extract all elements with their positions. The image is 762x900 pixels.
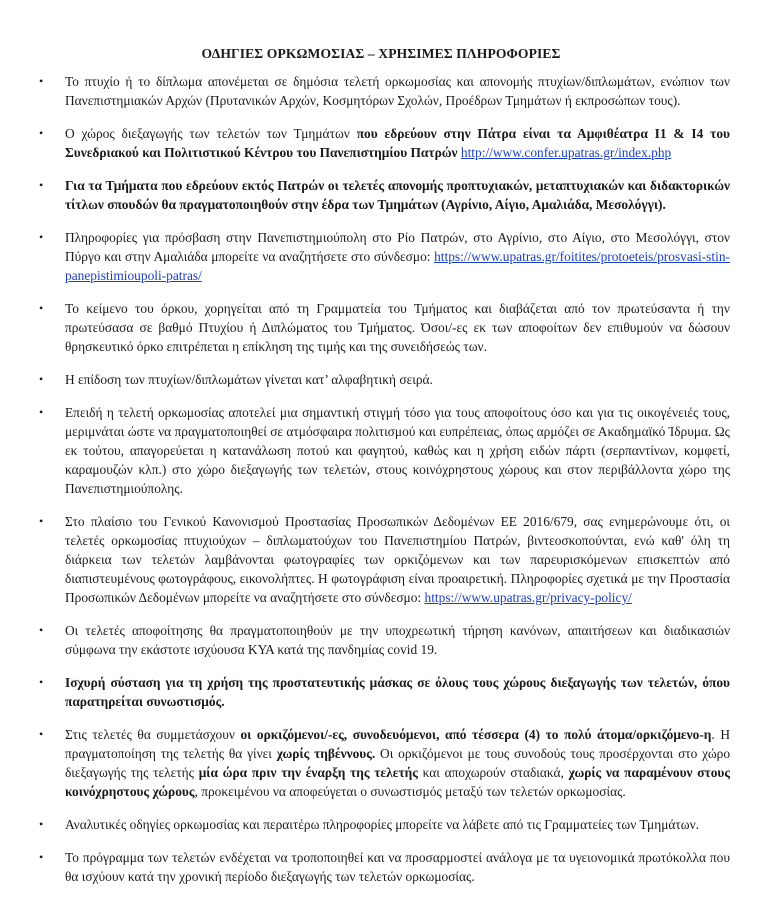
- item-text: Επειδή η τελετή ορκωμοσίας αποτελεί μια σημαντική στιγμή τόσο για τους αποφοίτους όσο και για τις οικογένειές τους, μεριμνάται ώστε να πραγματοποιηθεί σε ατμόσφαιρα πολιτισμού και ευπρέπειας, όπως αρμόζει σε Ακαδημαϊκό Ίδρυμα. Ως εκ τούτου, απαγορεύεται η κατανάλωση ποτού και φαγητού, καθώς και η χρήση ειδών πάρτι (σερπαντίνων, κομφετί, καραμουζών κλπ.) στο χώρο διεξαγωγής των τελετών, στους κοινόχρηστους χώρους και στον περιβάλλοντα χώρο της Πανεπιστημιούπολης.: [65, 405, 730, 496]
- item-text: , προκειμένου να αποφεύγεται ο συνωστισμός μεταξύ των τελετών ορκωμοσίας.: [194, 784, 626, 799]
- item-text: Πληροφορίες για πρόσβαση στην Πανεπιστημιούπολη στο Ρίο Πατρών, στο Αγρίνιο, στο Αίγιο, στο Μεσολόγγι, στον Πύργο και στην Αμαλιάδα μπορείτε να αναζητήσετε στο σύνδεσμο:: [65, 230, 730, 264]
- privacy-policy-link[interactable]: https://www.upatras.gr/privacy-policy/: [424, 590, 632, 605]
- list-item: [0, 848, 762, 886]
- campus-access-link[interactable]: https://www.upatras.gr/foitites/protoeteis/prosvasi-stin-panepistimioupoli-patras/: [65, 249, 730, 283]
- bullet-icon: •: [39, 623, 44, 637]
- bullet-icon: •: [39, 675, 44, 689]
- item-text: Στο πλαίσιο του Γενικού Κανονισμού Προστασίας Προσωπικών Δεδομένων ΕΕ 2016/679, σας ενημερώνουμε ότι, οι τελετές ορκωμοσίας πτυχιούχων – διπλωματούχων του Πανεπιστημίου Πατρών, βιντεοσκοπούνται, ενώ καθ' όλη τη διάρκεια των τελετών λαμβάνονται φωτογραφίες των ορκιζόμενων και των παρευρισκόμενων επισκεπτών από διαπιστευμένους φωτογράφους, εικονολήπτες. Η φωτογράφιση είναι προαιρετική. Πληροφορίες σχετικά με την Προστασία Προσωπικών Δεδομένων μπορείτε να αναζητήσετε στο σύνδεσμο:: [65, 514, 730, 605]
- list-item: [0, 228, 762, 285]
- list-item: [0, 176, 762, 214]
- list-item: [0, 403, 762, 498]
- list-item: [0, 621, 762, 659]
- item-text: Το κείμενο του όρκου, χορηγείται από τη Γραμματεία του Τμήματος και διαβάζεται από τον πρωτεύσαντα ή την πρωτεύσασα σε βαθμό Πτυχίου ή Διπλώματος του Τμήματος. Όσοι/-ες εκ των αποφοίτων δεν επιθυμούν να δώσουν θρησκευτικό όρκο επιτρέπεται η επίκληση της τιμής και της συνειδήσεώς των.: [65, 301, 730, 354]
- bullet-icon: •: [39, 126, 44, 140]
- bullet-icon: •: [39, 301, 44, 315]
- bullet-icon: •: [39, 727, 44, 741]
- document-title: ΟΔΗΓΙΕΣ ΟΡΚΩΜΟΣΙΑΣ – ΧΡΗΣΙΜΕΣ ΠΛΗΡΟΦΟΡΙΕΣ: [201, 46, 561, 61]
- item-text: Στις τελετές θα συμμετάσχουν: [65, 727, 241, 742]
- bullet-icon: •: [39, 850, 44, 864]
- item-text: Οι ορκιζόμενοι με τους συνοδούς τους προσέρχονται στο χώρο διεξαγωγής της τελετής: [65, 746, 731, 780]
- item-text: Το πρόγραμμα των τελετών ενδέχεται να τροποποιηθεί και να προσαρμοστεί ανάλογα με τα υγειονομικά πρωτόκολλα που θα ισχύουν κατά την χρονική περίοδο διεξαγωγής των τελετών ορκωμοσίας.: [65, 850, 730, 884]
- list-item: [0, 673, 762, 711]
- list-item: [0, 815, 762, 834]
- bullet-icon: •: [39, 74, 44, 88]
- item-text-bold: που εδρεύουν στην Πάτρα είναι τα Αμφιθέατρα Ι1 & Ι4 του Συνεδριακού και Πολιτιστικού Κέντρου του Πανεπιστημίου Πατρών: [65, 126, 730, 160]
- bullet-icon: •: [39, 514, 44, 528]
- bullet-icon: •: [39, 230, 44, 244]
- item-text: Το πτυχίο ή το δίπλωμα απονέμεται σε δημόσια τελετή ορκωμοσίας και απονομής πτυχίων/διπλωμάτων, ενώπιον των Πανεπιστημιακών Αρχών (Πρυτανικών Αρχών, Κοσμητόρων Σχολών, Προέδρων Τμημάτων ή εκπροσώπων τους).: [65, 74, 730, 108]
- list-item: [0, 512, 762, 607]
- item-text: Οι τελετές αποφοίτησης θα πραγματοποιηθούν με την υποχρεωτική τήρηση κανόνων, απαιτήσεων και διαδικασιών σύμφωνα την εκάστοτε ισχύουσα ΚΥΑ κατά της πανδημίας covid 19.: [65, 623, 730, 657]
- bullet-icon: •: [39, 372, 44, 386]
- item-text-bold: χωρίς να παραμένουν στους κοινόχρηστους χώρους: [65, 765, 731, 799]
- item-text: . Η πραγματοποίηση της τελετής θα γίνει: [65, 727, 730, 761]
- item-text: και αποχωρούν σταδιακά,: [417, 765, 569, 780]
- list-item: [0, 72, 762, 110]
- instructions-list: [0, 72, 762, 900]
- item-text: Αναλυτικές οδηγίες ορκωμοσίας και περαιτέρω πληροφορίες μπορείτε να λάβετε από τις Γραμματείες των Τμημάτων.: [65, 817, 700, 832]
- item-text-bold: οι ορκιζόμενοι/-ες, συνοδευόμενοι, από τέσσερα (4) το πολύ άτομα/ορκιζόμενο-η: [240, 727, 712, 742]
- item-text-bold: Για τα Τμήματα που εδρεύουν εκτός Πατρών οι τελετές απονομής προπτυχιακών, μεταπτυχιακών και διδακτορικών τίτλων σπουδών θα πραγματοποιηθούν στην έδρα των Τμημάτων (Αγρίνιο, Αίγιο, Αμαλιάδα, Μεσολόγγι).: [65, 178, 730, 212]
- item-text-bold: μία ώρα πριν την έναρξη της τελετής: [198, 765, 418, 780]
- bullet-icon: •: [39, 178, 44, 192]
- item-text-bold: Ισχυρή σύσταση για τη χρήση της προστατευτικής μάσκας σε όλους τους χώρους διεξαγωγής των τελετών, όπου παρατηρείται συνωστισμός.: [65, 675, 730, 709]
- bullet-icon: •: [39, 405, 44, 419]
- list-item: [0, 299, 762, 356]
- list-item: [0, 725, 762, 801]
- item-text-bold: χωρίς τηβέννους.: [276, 746, 376, 761]
- item-text: Η επίδοση των πτυχίων/διπλωμάτων γίνεται κατ’ αλφαβητική σειρά.: [65, 372, 433, 387]
- list-item: [0, 370, 762, 389]
- bullet-icon: •: [39, 817, 44, 831]
- list-item: [0, 124, 762, 162]
- confer-link[interactable]: http://www.confer.upatras.gr/index.php: [460, 145, 672, 160]
- item-text: Ο χώρος διεξαγωγής των τελετών των Τμημάτων: [65, 126, 357, 141]
